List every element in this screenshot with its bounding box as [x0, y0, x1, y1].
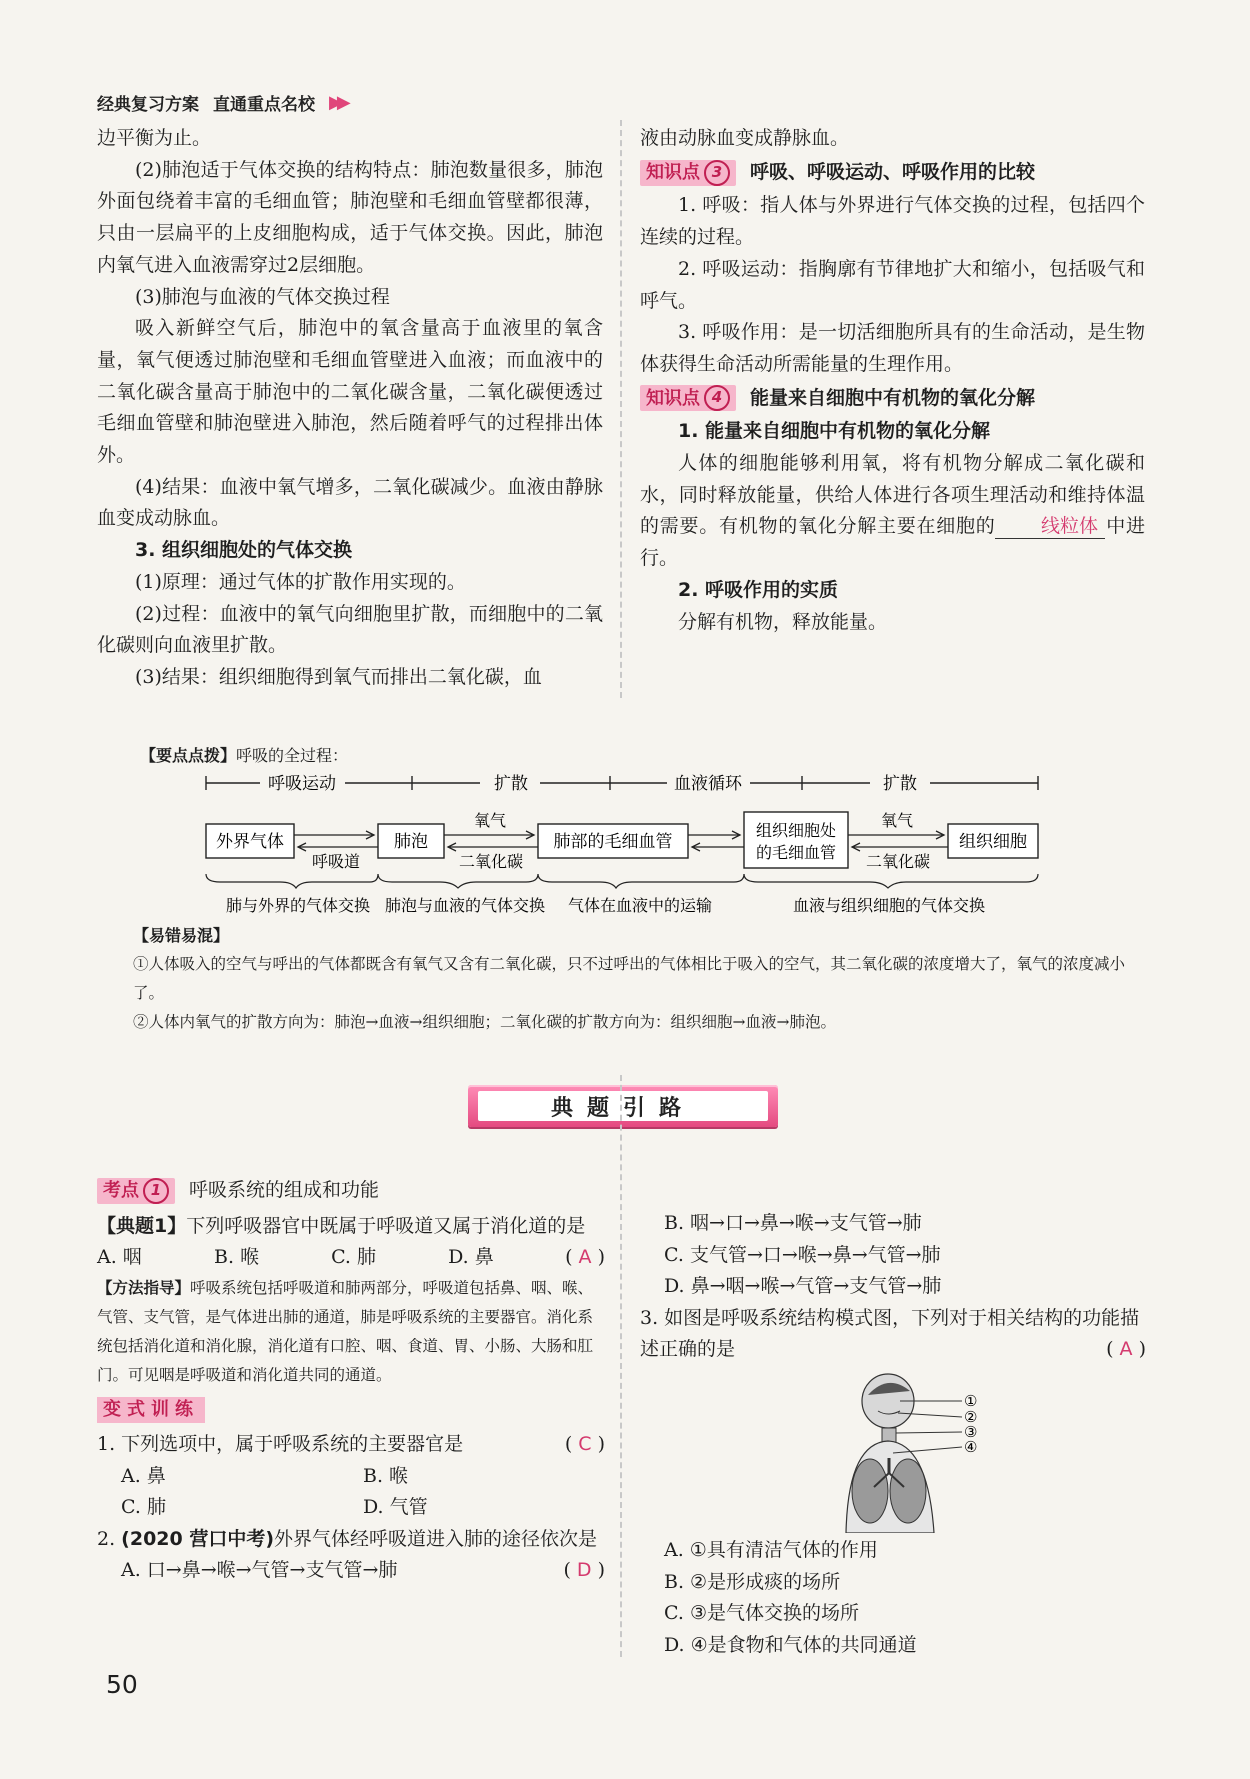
- knowledge-point-tag: 知识点 3: [640, 160, 736, 186]
- right-column: [640, 123, 1145, 638]
- paragraph: 吸入新鲜空气后，肺泡中的氧含量高于血液里的氧含量，氧气便透过肺泡壁和毛细血管壁进入血液；而血液中的二氧化碳含量高于肺泡中的二氧化碳含量，二氧化碳便透过毛细血管壁和肺泡壁进入肺泡，然后随着呼气的过程排出体外。: [97, 317, 603, 467]
- paragraph: 1. 呼吸：指人体与外界进行气体交换的过程，包括四个连续的过程。: [640, 194, 1145, 249]
- column-divider: [620, 1075, 622, 1657]
- span-label: 血液循环: [674, 774, 742, 794]
- question-1-options: A. 咽 B. 喉 C. 肺 D. 鼻: [97, 1246, 494, 1268]
- brace: [744, 874, 1038, 888]
- exam-point-title: 呼吸系统的组成和功能: [189, 1179, 380, 1201]
- option: B. ②是形成痰的场所: [664, 1570, 841, 1593]
- arrow-label: 二氧化碳: [865, 852, 931, 871]
- confusion-item: ②人体内氧气的扩散方向为：肺泡→血液→组织细胞；二氧化碳的扩散方向为：组织细胞→血液→肺泡。: [133, 1013, 836, 1031]
- circle-number-badge: 4: [704, 385, 730, 411]
- paragraph: 人体的细胞能够利用氧，将有机物分解成二氧化碳和水，同时释放能量，供给人体进行各项生理活动和维持体温的需要。有机物的氧化分解主要在细胞的 线粒体 中进行。: [640, 452, 1145, 570]
- span-label: 呼吸运动: [268, 774, 336, 794]
- span-label: 扩散: [883, 774, 917, 794]
- box-label: 外界气体: [216, 832, 284, 852]
- knowledge-point-3: [640, 157, 1145, 189]
- paragraph: 2. 呼吸运动：指胸廓有节律地扩大和缩小，包括吸气和呼气。: [640, 257, 1145, 312]
- practice-3-options: [640, 1535, 1146, 1661]
- confusion-label: 【易错易混】: [133, 926, 230, 945]
- exam-point-tag: 考点 1: [97, 1178, 175, 1204]
- paragraph: 分解有机物，释放能量。: [678, 610, 888, 633]
- figure-label: ①: [964, 1392, 978, 1410]
- arrow-label: 呼吸道: [311, 852, 361, 871]
- keypoint-label: 【要点点拨】呼吸的全过程：: [140, 746, 349, 765]
- circle-number-badge: 3: [704, 160, 730, 186]
- paragraph: 边平衡为止。: [97, 127, 212, 149]
- confusion-item: ①人体吸入的空气与呼出的气体都既含有氧气又含有二氧化碳，只不过呼出的气体相比于吸入的空气，其二氧化碳的浓度增大了，氧气的浓度减小了。: [133, 955, 1126, 1002]
- span-label: 扩散: [494, 774, 528, 794]
- answer: A: [578, 1246, 592, 1268]
- option: C. 支气管→口→喉→鼻→气管→肺: [664, 1243, 941, 1266]
- brace: [206, 874, 378, 888]
- section-heading: 2. 呼吸作用的实质: [678, 578, 839, 601]
- brace: [378, 874, 538, 888]
- page-number: 50: [106, 1670, 138, 1699]
- section-heading: 1. 能量来自细胞中有机物的氧化分解: [678, 420, 991, 443]
- series-name: 经典复习方案: [97, 95, 199, 115]
- respiration-process-diagram: [180, 768, 1050, 918]
- knowledge-point-4: [640, 383, 1145, 415]
- box-label: 肺部的毛细血管: [553, 832, 673, 852]
- option: D. ④是食物和气体的共同通道: [664, 1633, 917, 1656]
- section-banner: 典题引路: [468, 1085, 778, 1127]
- box-label: 肺泡: [394, 832, 428, 852]
- box-label: 组织细胞处: [755, 821, 837, 840]
- paragraph: 液由动脉血变成静脉血。: [640, 127, 850, 149]
- fill-blank-answer: 线粒体: [995, 514, 1105, 539]
- stage-label: 气体在血液中的运输: [567, 896, 713, 915]
- box-label: 的毛细血管: [755, 843, 837, 862]
- brace: [538, 874, 744, 888]
- option: B. 咽→口→鼻→喉→支气管→肺: [664, 1212, 922, 1234]
- stage-label: 肺泡与血液的气体交换: [384, 896, 546, 915]
- header: [97, 90, 345, 115]
- drill-tag: 变式训练: [97, 1397, 205, 1423]
- left-column: [97, 123, 603, 694]
- paragraph: (2)过程：血液中的氧气向细胞里扩散，而细胞中的二氧化碳则向血液里扩散。: [97, 602, 603, 657]
- section-heading: 3. 组织细胞处的气体交换: [135, 539, 353, 562]
- exam-left-column: [97, 1173, 605, 1587]
- figure-label: ②: [964, 1408, 978, 1426]
- practice-1: 1. 下列选项中，属于呼吸系统的主要器官是 ( C ): [97, 1433, 605, 1455]
- answer: C: [578, 1433, 592, 1455]
- column-divider: [620, 120, 622, 698]
- arrow-label: 氧气: [473, 811, 507, 830]
- knowledge-point-tag: 知识点 4: [640, 385, 736, 411]
- box-label: 组织细胞: [959, 832, 1027, 852]
- respiratory-system-figure: [838, 1373, 998, 1533]
- double-arrow-icon: ▶▶: [329, 92, 345, 113]
- stage-label: 肺与外界的气体交换: [225, 896, 371, 915]
- paragraph: (2)肺泡适于气体交换的结构特点：肺泡数量很多，肺泡外面包绕着丰富的毛细血管；肺泡壁和毛细血管壁都很薄，只由一层扁平的上皮细胞构成，适于气体交换。因此，肺泡内氧气进入血液需穿过2层细胞。: [97, 158, 603, 276]
- answer: A: [1119, 1338, 1133, 1360]
- practice-1-options-row: C. 肺 D. 气管: [121, 1496, 428, 1518]
- practice-2: 2. (2020 营口中考)外界气体经呼吸道进入肺的途径依次是 ( D ): [97, 1527, 605, 1581]
- option: D. 鼻→咽→喉→气管→支气管→肺: [664, 1275, 942, 1297]
- arrow-label: 二氧化碳: [458, 852, 524, 871]
- answer: D: [576, 1559, 592, 1581]
- paragraph: (4)结果：血液中氧气增多，二氧化碳减少。血液由静脉血变成动脉血。: [97, 475, 603, 530]
- figure-label: ③: [964, 1423, 978, 1441]
- paragraph: (3)结果：组织细胞得到氧气而排出二氧化碳，血: [135, 665, 542, 688]
- paragraph: (3)肺泡与血液的气体交换过程: [135, 285, 390, 308]
- paragraph: (1)原理：通过气体的扩散作用实现的。: [135, 570, 466, 593]
- knowledge-point-title: 呼吸、呼吸运动、呼吸作用的比较: [750, 160, 1036, 183]
- paragraph: 3. 呼吸作用：是一切活细胞所具有的生命活动，是生物体获得生命活动所需能量的生理作用。: [640, 321, 1145, 375]
- exam-right-column: [640, 1208, 1146, 1366]
- practice-3: 3. 如图是呼吸系统结构模式图，下列对于相关结构的功能描述正确的是 ( A ): [640, 1306, 1146, 1360]
- practice-1-options-row: A. 鼻 B. 喉: [121, 1464, 409, 1487]
- confusion-notes: [133, 921, 1148, 1037]
- exam-point-1: [97, 1175, 605, 1207]
- question-1: 【典题1】下列呼吸器官中既属于呼吸道又属于消化道的是 ( A ): [97, 1214, 605, 1268]
- stage-label: 血液与组织细胞的气体交换: [792, 896, 986, 915]
- knowledge-point-title: 能量来自细胞中有机物的氧化分解: [750, 386, 1036, 409]
- circle-number-badge: 1: [143, 1178, 169, 1204]
- method-guide: 【方法指导】呼吸系统包括呼吸道和肺两部分，呼吸道包括鼻、咽、喉、气管、支气管，是气体进出肺的通道，肺是呼吸系统的主要器官。消化系统包括消化道和消化腺，消化道有口腔、咽、食道、胃、小肠、大肠和肛门。可见咽是呼吸道和消化道共同的通道。: [97, 1278, 594, 1384]
- option: C. ③是气体交换的场所: [664, 1602, 859, 1624]
- option: A. 口→鼻→喉→气管→支气管→肺: [121, 1559, 398, 1581]
- arrow-label: 氧气: [880, 811, 914, 830]
- figure-label: ④: [964, 1438, 978, 1456]
- series-slogan: 直通重点名校: [213, 95, 315, 115]
- option: A. ①具有清洁气体的作用: [664, 1539, 878, 1561]
